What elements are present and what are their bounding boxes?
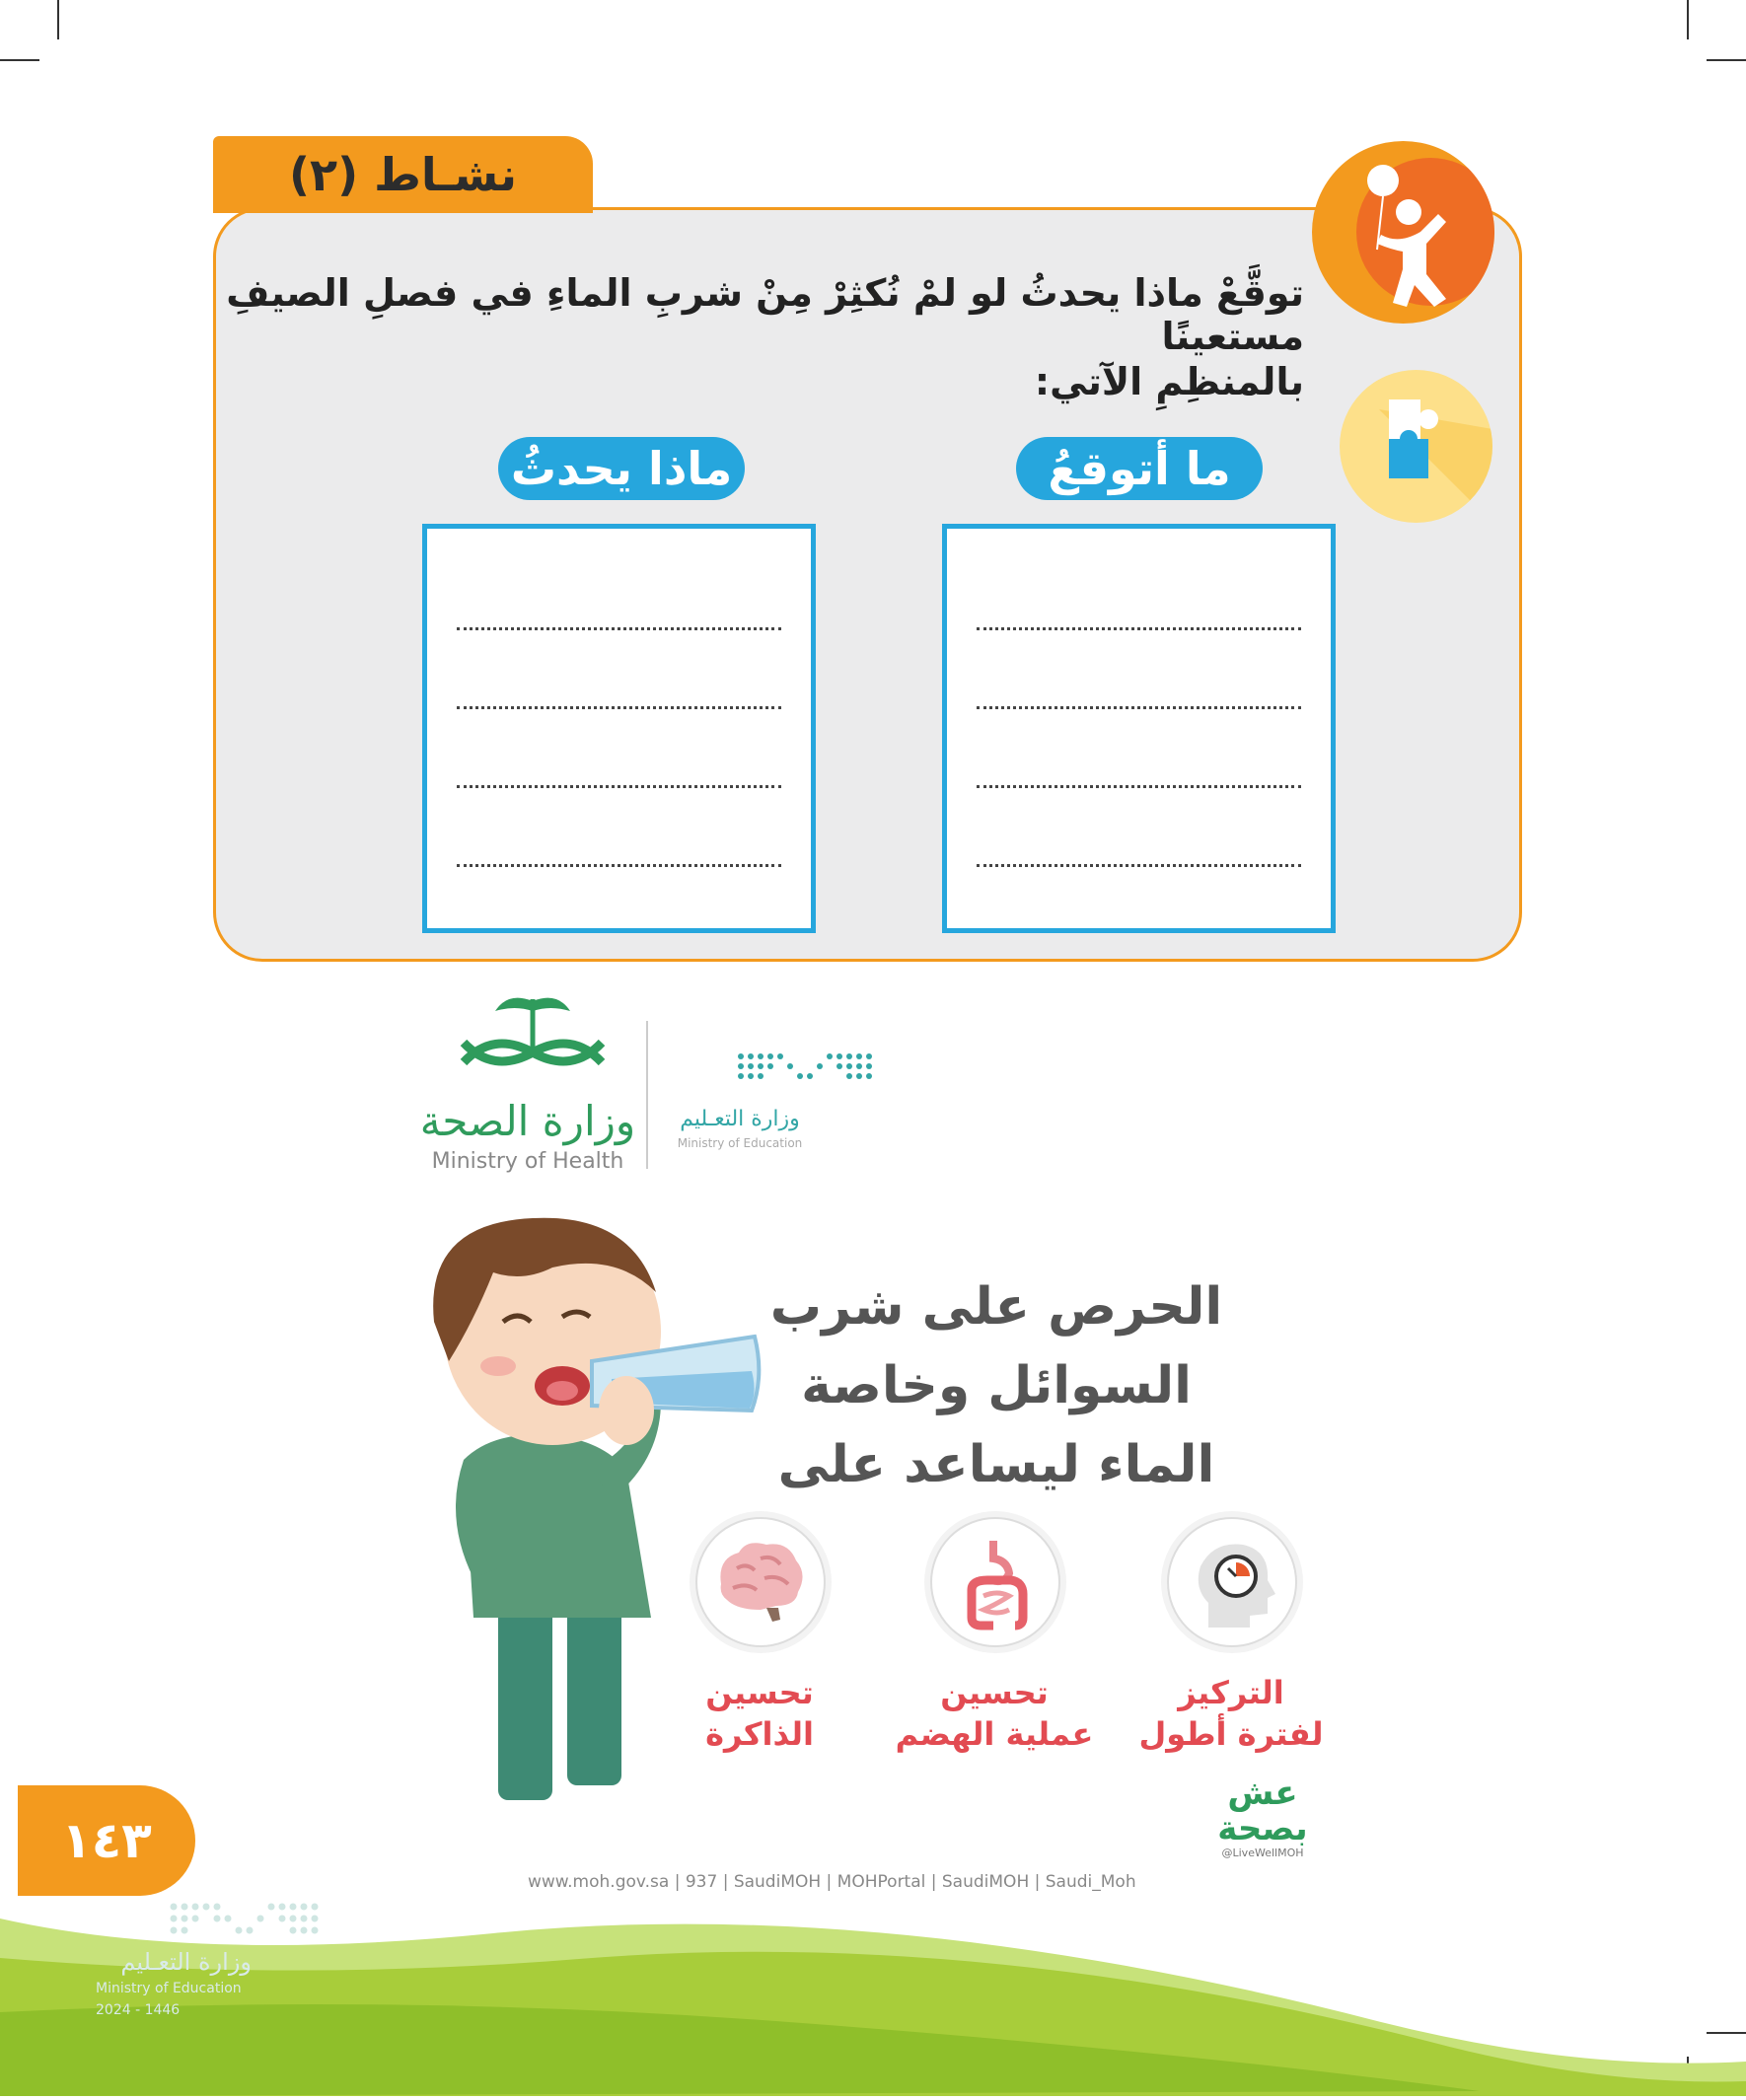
answer-line[interactable]	[977, 706, 1301, 709]
kid-balloon-icon	[1312, 141, 1494, 324]
moe-watermark-name-en: Ministry of Education	[96, 1981, 242, 1996]
crop-mark	[1687, 0, 1689, 39]
page-number: ١٤٣	[61, 1812, 152, 1869]
moe-name-ar: وزارة التعـليم	[680, 1107, 800, 1131]
moe-watermark-logo	[168, 1899, 321, 1938]
brain-icon	[695, 1517, 826, 1647]
moh-name-ar: وزارة الصحة	[419, 1097, 636, 1145]
moe-dots-logo	[735, 1050, 878, 1080]
benefit-label-line: لفترة أطول	[1138, 1715, 1324, 1753]
logo-divider	[646, 1021, 648, 1169]
benefit-label-line: عملية الهضم	[895, 1715, 1094, 1753]
benefit-label-focus	[1132, 1672, 1330, 1755]
poster-headline-1: الحرص على شرب	[769, 1277, 1223, 1337]
happens-answer-box	[422, 524, 816, 933]
live-well-campaign-logo	[1199, 1775, 1327, 1869]
poster-footer-links: www.moh.gov.sa | 937 | SaudiMOH | MOHPortal | SaudiMOH | Saudi_Moh	[528, 1872, 1136, 1892]
digestive-system-icon	[930, 1517, 1060, 1647]
page-number-tab	[18, 1785, 195, 1896]
question-line-2: بالمنظِمِ الآتي:	[1034, 360, 1304, 403]
benefit-label-line: الذاكرة	[705, 1715, 814, 1753]
expect-answer-box	[942, 524, 1336, 933]
answer-line[interactable]	[977, 785, 1301, 788]
benefit-label-digestion	[876, 1672, 1113, 1755]
what-happens-label: ماذا يحدثُ	[498, 437, 745, 500]
edition-label: 2024 - 1446	[96, 2002, 181, 2018]
campaign-handle: @LiveWellMOH	[1221, 1847, 1304, 1859]
benefit-label-memory	[671, 1672, 848, 1755]
benefit-label-line: تحسين	[940, 1674, 1049, 1711]
crop-mark	[57, 0, 59, 39]
activity-title-tab	[213, 136, 593, 213]
answer-line[interactable]	[457, 785, 781, 788]
poster-headline-2: السوائل وخاصة	[801, 1356, 1192, 1415]
activity-title: نشـاط (٢)	[289, 148, 517, 201]
benefit-label-line: تحسين	[705, 1674, 814, 1711]
answer-line[interactable]	[457, 706, 781, 709]
what-i-expect-label: ما أتوقعُ	[1016, 437, 1263, 500]
campaign-logo-line: عش	[1227, 1774, 1298, 1813]
campaign-logo-line: بصحة	[1217, 1809, 1308, 1848]
crop-mark	[0, 59, 39, 61]
puzzle-icon	[1340, 370, 1492, 523]
moh-palm-logo	[454, 991, 612, 1090]
answer-line[interactable]	[457, 627, 781, 630]
crop-mark	[1707, 59, 1746, 61]
answer-line[interactable]	[977, 864, 1301, 867]
benefit-label-line: التركيز	[1178, 1674, 1284, 1711]
answer-line[interactable]	[977, 627, 1301, 630]
poster-headline-3: الماء ليساعد على	[777, 1435, 1215, 1494]
moh-name-en: Ministry of Health	[431, 1149, 624, 1174]
moe-name-en: Ministry of Education	[677, 1136, 803, 1150]
question-line-1: توقَّعْ ماذا يحدثُ لو لمْ نُكثِرْ مِنْ شربِ الماءِ في فصلِ الصيفِ مستعينًا	[226, 271, 1304, 358]
head-clock-icon	[1167, 1517, 1297, 1647]
moe-watermark-name-ar: وزارة التعـليم	[120, 1948, 252, 1976]
answer-line[interactable]	[457, 864, 781, 867]
